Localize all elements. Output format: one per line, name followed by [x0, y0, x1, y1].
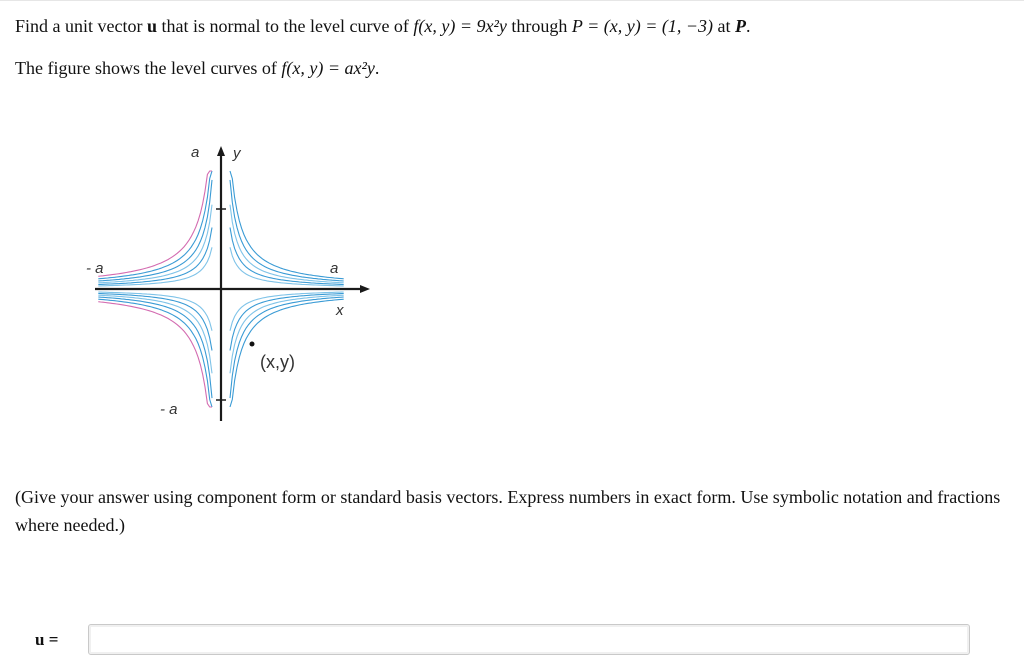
- q1-point: P = (x, y) = (1, −3): [571, 16, 713, 36]
- q1-text-2: that is normal to the level curve of: [157, 16, 414, 36]
- instructions-text: (Give your answer using component form or standard basis vectors. Express numbers in exact form. Use symbolic notation and fractions where needed.): [15, 487, 1001, 535]
- level-curve: [98, 294, 212, 351]
- level-curve: [230, 205, 344, 283]
- level-curve: [98, 171, 212, 279]
- level-curve: [98, 228, 212, 285]
- q1-vector-u: u: [146, 16, 157, 36]
- question-line-2: [15, 57, 379, 79]
- level-curve: [230, 171, 344, 279]
- level-curve: [230, 294, 344, 351]
- q1-text-4: at: [713, 16, 735, 36]
- level-curve: [98, 295, 212, 373]
- level-curve: [230, 180, 344, 281]
- q1-function: f(x, y) = 9x²y: [413, 16, 507, 36]
- q2-period: .: [374, 58, 380, 78]
- level-curve: [230, 228, 344, 285]
- q1-period: .: [746, 16, 751, 36]
- answer-label: [35, 630, 58, 650]
- q2-text-1: The figure shows the level curves of: [15, 58, 282, 78]
- answer-label-text: u =: [35, 630, 59, 649]
- q1-point-end: P: [735, 16, 746, 36]
- label-neg-a-left: - a: [86, 260, 104, 277]
- q2-function: f(x, y) = ax²y: [281, 58, 375, 78]
- label-a-right: a: [330, 260, 339, 277]
- q1-text-1: Find a unit vector: [15, 16, 147, 36]
- question-line-1: [15, 15, 751, 37]
- top-divider: [0, 0, 1024, 1]
- level-curves-svg: [80, 138, 370, 423]
- x-axis-arrow-icon: [360, 285, 370, 293]
- label-x-axis: x: [336, 302, 344, 319]
- label-neg-a-bottom: - a: [160, 401, 178, 418]
- label-point: (x,y): [260, 352, 295, 372]
- label-a-top: a: [191, 144, 200, 161]
- level-curve: [230, 297, 344, 398]
- q1-text-3: through: [506, 16, 572, 36]
- level-curve: [98, 299, 212, 407]
- point-marker: [250, 342, 255, 347]
- level-curve: [98, 205, 212, 283]
- level-curves-figure: [80, 138, 370, 423]
- answer-input[interactable]: [88, 624, 970, 655]
- label-y-axis: y: [233, 145, 241, 162]
- y-axis-arrow-icon: [217, 146, 225, 156]
